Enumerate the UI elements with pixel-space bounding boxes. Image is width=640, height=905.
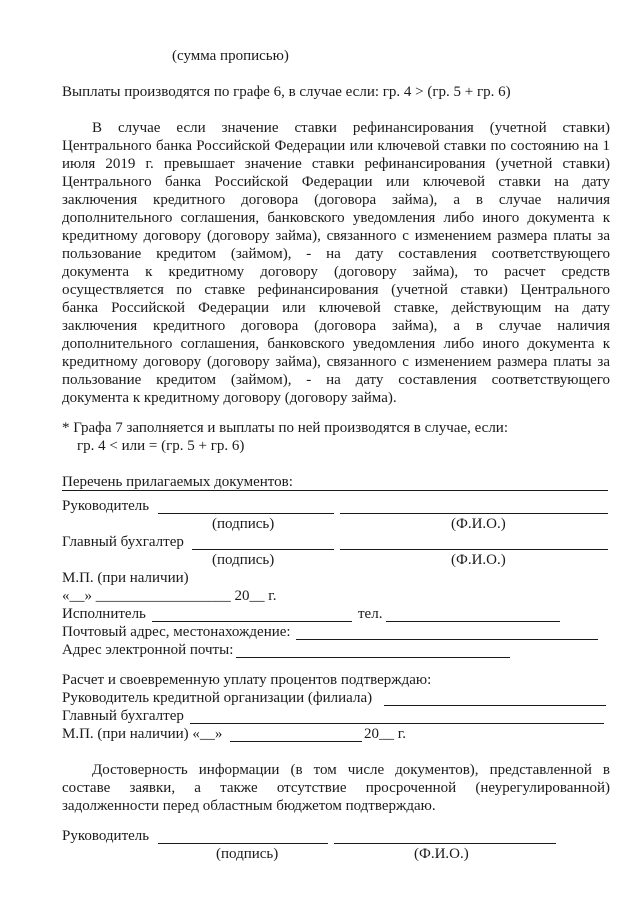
chief-accountant-signature-field[interactable] bbox=[192, 549, 334, 550]
paragraph-line: дополнительного соглашения, банковского уведомления либо иного документа к bbox=[62, 210, 610, 226]
signature-hint: (подпись) bbox=[212, 552, 275, 568]
paragraph-line: Центрального банка Российской Федерации или ключевой ставки по состоянию на 1 bbox=[62, 138, 610, 154]
final-fio-hint: (Ф.И.О.) bbox=[414, 846, 469, 862]
email-field[interactable] bbox=[236, 657, 510, 658]
date-line[interactable]: «__» __________________ 20__ г. bbox=[62, 588, 277, 604]
postal-address-label: Почтовый адрес, местонахождение: bbox=[62, 624, 291, 640]
fio-hint: (Ф.И.О.) bbox=[451, 552, 506, 568]
paragraph-line: Центрального банка Российской Федерации или ключевой ставки на дату bbox=[62, 174, 610, 190]
executor-field[interactable] bbox=[152, 621, 352, 622]
amount-in-words-hint: (сумма прописью) bbox=[172, 48, 289, 64]
attachments-label: Перечень прилагаемых документов: bbox=[62, 474, 293, 490]
confirm-title: Расчет и своевременную уплату процентов подтверждаю: bbox=[62, 672, 432, 688]
phone-field[interactable] bbox=[386, 621, 560, 622]
payments-rule: Выплаты производятся по графе 6, в случае если: гр. 4 > (гр. 5 + гр. 6) bbox=[62, 84, 511, 100]
month-field[interactable] bbox=[230, 741, 362, 742]
head-signature-field[interactable] bbox=[158, 513, 334, 514]
phone-label: тел. bbox=[358, 606, 383, 622]
postal-address-field[interactable] bbox=[296, 639, 598, 640]
paragraph-line: документа к кредитному договору (договору займа). bbox=[62, 390, 397, 406]
chief-accountant-label: Главный бухгалтер bbox=[62, 534, 184, 550]
email-label: Адрес электронной почты: bbox=[62, 642, 234, 658]
paragraph-line: В случае если значение ставки рефинансирования (учетной ставки) bbox=[92, 120, 610, 136]
head-fio-field[interactable] bbox=[340, 513, 608, 514]
final-fio-field[interactable] bbox=[334, 843, 556, 844]
chief-accountant-field-2[interactable] bbox=[190, 723, 604, 724]
fio-hint: (Ф.И.О.) bbox=[451, 516, 506, 532]
year-label: 20__ г. bbox=[364, 726, 406, 742]
paragraph-line: пользование кредитом (займом), - на дату составления соответствующего bbox=[62, 372, 610, 388]
executor-label: Исполнитель bbox=[62, 606, 146, 622]
reliability-line: составе заявки, а также отсутствие просроченной (неурегулированной) bbox=[62, 780, 610, 796]
stamp-label: М.П. (при наличии) bbox=[62, 570, 189, 586]
paragraph-line: кредитному договору (договору займа), связанного с изменением размера платы за bbox=[62, 354, 610, 370]
final-signature-hint: (подпись) bbox=[216, 846, 279, 862]
chief-accountant-label-2: Главный бухгалтер bbox=[62, 708, 184, 724]
paragraph-line: июля 2019 г. превышает значение ставки рефинансирования (учетной ставки) bbox=[62, 156, 610, 172]
chief-accountant-fio-field[interactable] bbox=[340, 549, 608, 550]
head-label: Руководитель bbox=[62, 498, 150, 514]
paragraph-line: осуществляется по ставке рефинансирования (учетной ставки) Центрального bbox=[62, 282, 610, 298]
stamp-date-label: М.П. (при наличии) «__» bbox=[62, 726, 223, 742]
footnote-line-2: гр. 4 < или = (гр. 5 + гр. 6) bbox=[77, 438, 245, 454]
bank-head-label: Руководитель кредитной организации (филиала) bbox=[62, 690, 373, 706]
final-head-label: Руководитель bbox=[62, 828, 150, 844]
paragraph-line: документа к кредитному договору (договору займа), то расчет средств bbox=[62, 264, 610, 280]
footnote-line-1: * Графа 7 заполняется и выплаты по ней производятся в случае, если: bbox=[62, 420, 508, 436]
final-signature-field[interactable] bbox=[158, 843, 328, 844]
paragraph-line: пользование кредитом (займом), - на дату составления соответствующего bbox=[62, 246, 610, 262]
reliability-line: Достоверность информации (в том числе документов), представленной в bbox=[92, 762, 610, 778]
paragraph-line: заключения кредитного договора (договора займа), а в случае наличия bbox=[62, 318, 610, 334]
signature-hint: (подпись) bbox=[212, 516, 275, 532]
paragraph-line: кредитному договору (договору займа), связанного с изменением размера платы за bbox=[62, 228, 610, 244]
paragraph-line: дополнительного соглашения, банковского уведомления либо иного документа к bbox=[62, 336, 610, 352]
attachments-field[interactable] bbox=[62, 490, 608, 491]
paragraph-line: заключения кредитного договора (договора займа), а в случае наличия bbox=[62, 192, 610, 208]
paragraph-line: банка Российской Федерации или ключевой ставке, действующим на дату bbox=[62, 300, 610, 316]
reliability-line: задолженности перед областным бюджетом подтверждаю. bbox=[62, 798, 436, 814]
bank-head-field[interactable] bbox=[384, 705, 606, 706]
